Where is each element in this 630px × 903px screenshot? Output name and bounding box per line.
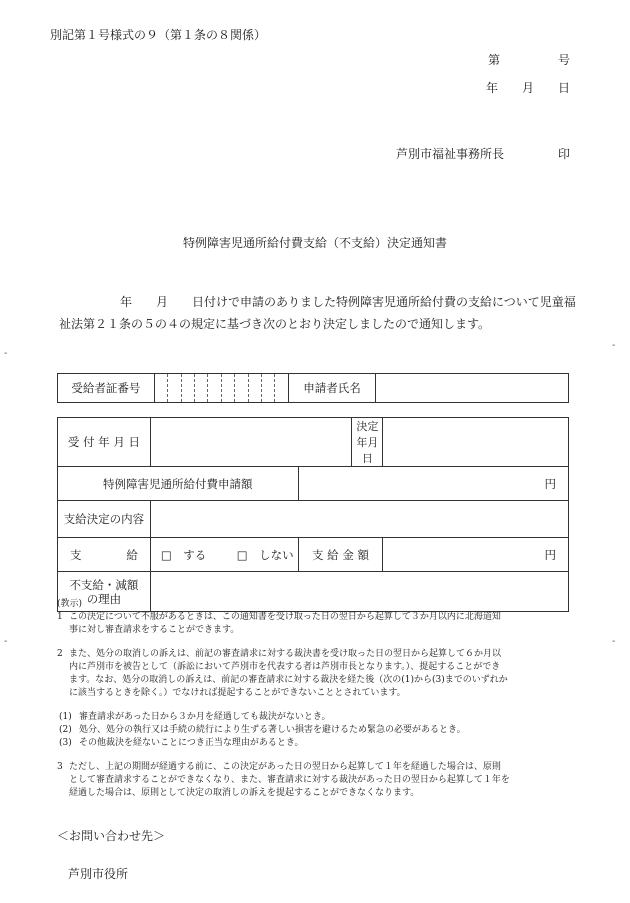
instruction-notes (57, 598, 572, 800)
note-1 (57, 611, 572, 637)
payment-label-1: 支 (70, 547, 82, 562)
recipient-digit-cell[interactable] (235, 374, 248, 403)
applicant-name-label: 申請者氏名 (288, 374, 376, 403)
recipient-digit-cell[interactable] (168, 374, 181, 403)
yen-unit: 円 (544, 547, 556, 562)
document-title: 特例障害児通所給付費支給（不支給）決定通知書 (182, 236, 447, 250)
number-prefix: 第 (488, 53, 501, 67)
note-1-line: 事に対し審査請求をすることができます。 (69, 625, 240, 635)
decision-content-field[interactable] (150, 501, 568, 538)
body-month: 月 (156, 295, 169, 309)
body-year: 年 (120, 295, 133, 309)
option-no-checkbox[interactable]: □ しない (236, 547, 294, 562)
decision-date-label: 決定年月日 (352, 418, 383, 467)
subitem-1-text: 審査請求があった日から３か月を経過しても裁決がないとき。 (79, 712, 331, 722)
contact-heading: ＜お問い合わせ先＞ (57, 829, 166, 843)
decision-table (57, 417, 569, 612)
note-2-line: また、処分の取消しの訴えは、前記の審査請求に対する裁決書を受け取った日の翌日から起算して６か月以 (69, 649, 502, 659)
application-amount-field[interactable] (298, 467, 568, 501)
subitem-3-text: その他裁決を経ないことにつき正当な理由があるとき。 (79, 738, 304, 748)
number-suffix: 号 (557, 53, 570, 67)
note-2-number: 2 (57, 649, 63, 659)
note-3 (57, 761, 572, 800)
document-date (486, 79, 570, 96)
recipient-digit-cell[interactable] (248, 374, 261, 403)
subitem-2 (57, 724, 572, 737)
subitem-1-number: (1) (59, 712, 72, 722)
margin-mark-right-2: - (612, 636, 616, 647)
recipient-digit-cell[interactable] (221, 374, 234, 403)
note-1-line: この決定について不服があるときは、この通知書を受け取った日の翌日から起算して３か月以内に北海道知 (69, 612, 501, 622)
document-number (488, 51, 570, 68)
note-3-number: 3 (57, 762, 63, 772)
reason-label-2: の理由 (86, 591, 122, 606)
issuer-name: 芦別市福祉事務所長 (396, 147, 505, 161)
subitem-2-text: 処分、処分の執行又は手続の続行により生ずる著しい損害を避けるため緊急の必要があるとき。 (79, 725, 466, 735)
margin-mark-left-1: - (4, 348, 8, 359)
receipt-date-label: 受 付 年 月 日 (58, 418, 151, 467)
subitem-3-number: (3) (59, 738, 72, 748)
reason-label-1: 不支給・減額 (69, 577, 139, 592)
seal-mark: 印 (558, 147, 571, 161)
decision-content-label: 支給決定の内容 (58, 501, 151, 538)
subitem-2-number: (2) (59, 725, 72, 735)
note-2-line: 内に芦別市を被告として（訴訟において芦別市を代表する者は芦別市長となります。）、提起することができ (69, 662, 501, 672)
recipient-digit-cell[interactable] (181, 374, 194, 403)
applicant-name-field[interactable] (376, 374, 569, 403)
yen-unit: 円 (544, 476, 556, 491)
note-3-line: 経過した場合は、原則として決定の取消しの訴えを提起することができなくなります。 (69, 788, 420, 798)
recipient-digit-cell[interactable] (261, 374, 274, 403)
date-day: 日 (557, 81, 570, 95)
receipt-date-field[interactable] (150, 418, 352, 467)
note-2 (57, 648, 572, 700)
date-month: 月 (521, 81, 534, 95)
body-line-2: 祉法第２１条の５の４の規定に基づき次のとおり決定しましたので通知します。 (59, 317, 491, 331)
recipient-digit-cell[interactable] (208, 374, 221, 403)
margin-mark-left-2: - (4, 636, 8, 647)
margin-mark-right-1: - (612, 340, 616, 351)
subitem-1 (57, 711, 572, 724)
body-line-1 (120, 293, 576, 310)
recipient-table (57, 373, 569, 403)
application-amount-label: 特例障害児通所給付費申請額 (58, 467, 299, 501)
payment-amount-field[interactable] (383, 538, 569, 572)
recipient-digit-cell[interactable] (195, 374, 208, 403)
note-1-number: 1 (57, 612, 63, 622)
payment-label-2: 給 (126, 547, 138, 562)
recipient-digit-cell[interactable] (275, 374, 288, 403)
payment-label (58, 538, 151, 572)
payment-options (150, 538, 298, 572)
recipient-digit-cell[interactable] (154, 374, 167, 403)
form-label: 別記第１号様式の９（第１条の８関係） (50, 28, 267, 42)
notes-heading: (教示) (57, 599, 83, 609)
decision-date-field[interactable] (383, 418, 569, 467)
subitem-3 (57, 737, 572, 750)
note-3-line: ただし、上記の期間が経過する前に、この決定があった日の翌日から起算して１年を経過した場合は、原則 (69, 762, 501, 772)
note-2-line: に該当するときを除く。）でなければ提起することができないこととされています。 (69, 688, 406, 698)
date-year: 年 (486, 81, 499, 95)
option-yes-checkbox[interactable]: □ する (160, 547, 207, 562)
note-3-line: として審査請求することができなくなり、また、審査請求に対する裁決があった日の翌日から起算して１年を (69, 775, 510, 785)
contact-name: 芦別市役所 (68, 867, 129, 881)
body-line-1-rest: 日付けで申請のありました特例障害児通所給付費の支給について児童福 (192, 295, 576, 309)
payment-amount-label: 支 給 金 額 (298, 538, 383, 572)
note-2-line: ます。なお、処分の取消しの訴えは、前記の審査請求に対する裁決を経た後（次の(1)から(3)までのいずれか (69, 675, 508, 685)
recipient-number-label: 受給者証番号 (58, 374, 155, 403)
